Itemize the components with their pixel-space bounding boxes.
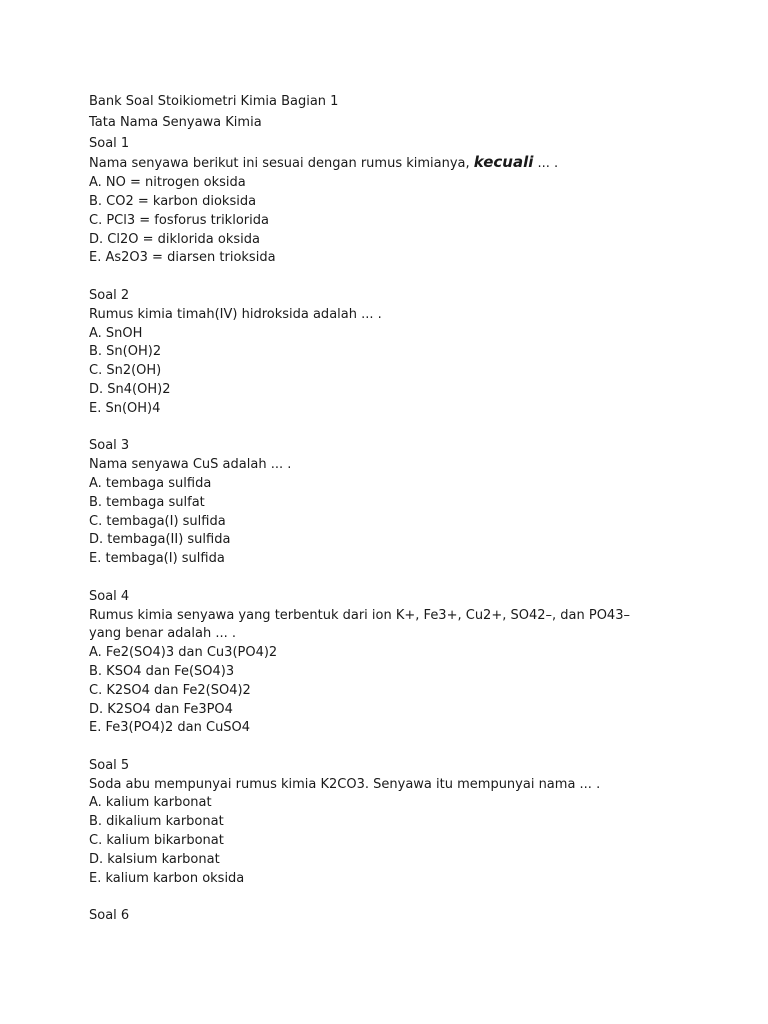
answer-option-b: B. dikalium karbonat [89, 814, 224, 830]
answer-option-a: A. kalium karbonat [89, 795, 212, 811]
question-stem: Rumus kimia timah(IV) hidroksida adalah ... . [89, 306, 382, 322]
question-2 [89, 287, 709, 419]
question-1 [89, 135, 709, 269]
question-stem-text: Nama senyawa berikut ini sesuai dengan rumus kimianya, [89, 156, 474, 172]
answer-option-b: B. CO2 = karbon dioksida [89, 193, 257, 209]
question-label: Soal 1 [89, 135, 130, 151]
question-4 [89, 588, 709, 738]
answer-option-e: E. kalium karbon oksida [89, 870, 245, 886]
answer-option-a: A. tembaga sulfida [89, 475, 212, 491]
document-body [89, 93, 709, 926]
answer-option-c: C. Sn2(OH) [89, 363, 162, 379]
answer-option-e: E. Sn(OH)4 [89, 400, 161, 416]
question-stem-continued: yang benar adalah ... . [89, 626, 237, 642]
blank-line [89, 738, 709, 757]
answer-option-a: A. Fe2(SO4)3 dan Cu3(PO4)2 [89, 645, 278, 661]
question-5 [89, 757, 709, 889]
question-stem: Soda abu mempunyai rumus kimia K2CO3. Senyawa itu mempunyai nama ... . [89, 776, 601, 792]
answer-option-d: D. Cl2O = diklorida oksida [89, 231, 260, 247]
blank-line [89, 419, 709, 438]
question-stem: Rumus kimia senyawa yang terbentuk dari ion K+, Fe3+, Cu2+, SO42–, dan PO43– [89, 607, 630, 623]
answer-option-d: D. K2SO4 dan Fe3PO4 [89, 701, 233, 717]
blank-line [89, 569, 709, 588]
question-label: Soal 2 [89, 287, 130, 303]
question-label: Soal 6 [89, 908, 130, 924]
question-stem-end: ... . [533, 156, 559, 172]
answer-option-a: A. SnOH [89, 325, 143, 341]
answer-option-d: D. kalsium karbonat [89, 851, 220, 867]
question-label: Soal 4 [89, 588, 130, 604]
answer-option-c: C. tembaga(I) sulfida [89, 513, 226, 529]
answer-option-e: E. Fe3(PO4)2 dan CuSO4 [89, 720, 251, 736]
answer-option-c: C. PCl3 = fosforus triklorida [89, 212, 269, 228]
document-title: Bank Soal Stoikiometri Kimia Bagian 1 [89, 94, 339, 109]
document-subtitle: Tata Nama Senyawa Kimia [89, 114, 262, 130]
answer-option-c: C. kalium bikarbonat [89, 833, 224, 849]
answer-option-b: B. KSO4 dan Fe(SO4)3 [89, 663, 235, 679]
blank-line [89, 888, 709, 907]
answer-option-a: A. NO = nitrogen oksida [89, 175, 246, 191]
answer-option-b: B. tembaga sulfat [89, 494, 205, 510]
answer-option-c: C. K2SO4 dan Fe2(SO4)2 [89, 682, 251, 698]
question-stem: Nama senyawa CuS adalah ... . [89, 457, 292, 473]
blank-line [89, 268, 709, 287]
question-label: Soal 5 [89, 757, 130, 773]
answer-option-e: E. tembaga(I) sulfida [89, 551, 225, 567]
answer-option-d: D. tembaga(II) sulfida [89, 532, 231, 548]
question-stem-emphasis: kecuali [473, 153, 534, 172]
question-3 [89, 437, 709, 569]
answer-option-d: D. Sn4(OH)2 [89, 381, 171, 397]
question-label: Soal 3 [89, 438, 130, 454]
answer-option-e: E. As2O3 = diarsen trioksida [89, 250, 276, 266]
answer-option-b: B. Sn(OH)2 [89, 344, 162, 360]
question-6 [89, 907, 709, 926]
question-stem [89, 153, 709, 174]
